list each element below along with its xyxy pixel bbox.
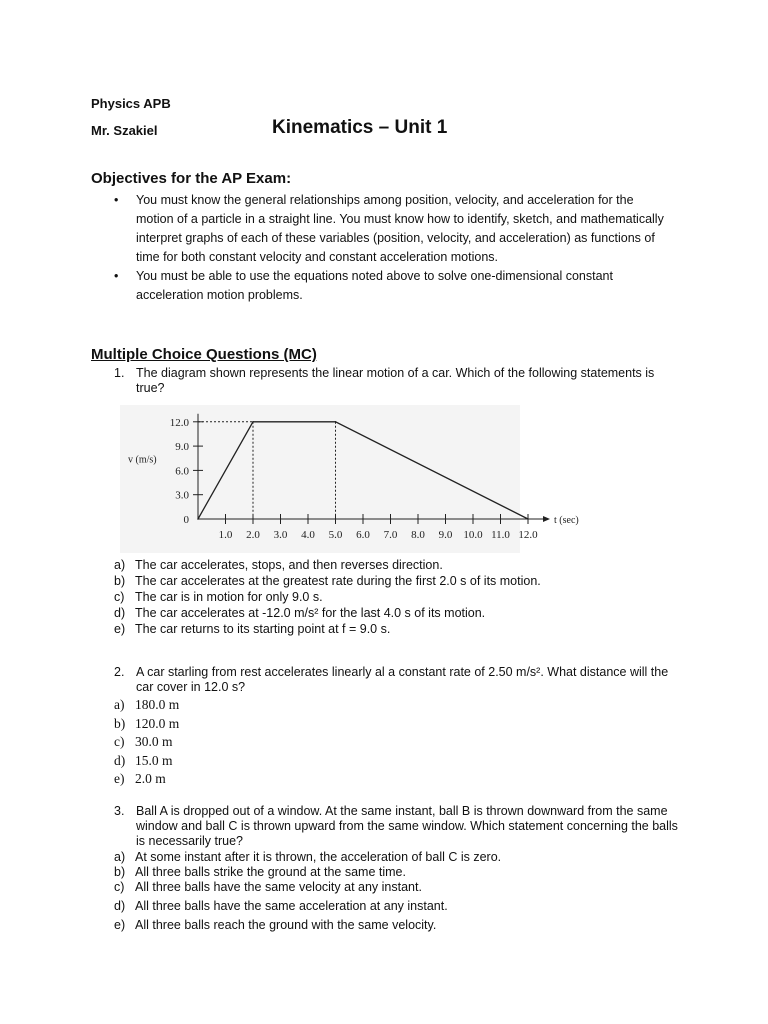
option-c[interactable] xyxy=(114,734,179,753)
option-d[interactable] xyxy=(114,606,541,622)
x-tick-label: 10.0 xyxy=(463,529,483,541)
option-letter: b) xyxy=(114,865,126,879)
velocity-time-chart xyxy=(120,405,579,553)
option-text: 2.0 m xyxy=(135,771,166,786)
option-a[interactable] xyxy=(114,697,179,716)
data-point xyxy=(252,421,254,423)
velocity-time-graph xyxy=(120,405,579,553)
option-text: The car is in motion for only 9.0 s. xyxy=(135,590,323,604)
option-letter: a) xyxy=(114,697,125,712)
x-axis-label: t (sec) xyxy=(554,515,579,526)
x-axis-arrow xyxy=(543,516,550,522)
x-tick-label: 8.0 xyxy=(411,529,425,541)
option-text: 30.0 m xyxy=(135,734,173,749)
question-3 xyxy=(114,804,684,849)
objectives-list xyxy=(114,191,674,305)
option-e[interactable] xyxy=(114,622,541,638)
option-text: 180.0 m xyxy=(135,697,180,712)
x-tick-label: 7.0 xyxy=(383,529,398,541)
x-tick-label: 5.0 xyxy=(328,529,343,541)
option-d[interactable] xyxy=(114,753,179,772)
question-3-options xyxy=(114,850,501,937)
course-name: Physics APB xyxy=(91,96,171,111)
option-letter: b) xyxy=(114,715,126,731)
option-letter: a) xyxy=(114,850,126,864)
option-letter: e) xyxy=(114,771,125,786)
option-letter: d) xyxy=(114,752,126,768)
option-letter: e) xyxy=(114,622,126,636)
option-text: All three balls have the same acceleration at any instant. xyxy=(135,899,448,913)
option-letter: c) xyxy=(114,590,125,604)
option-letter: b) xyxy=(114,574,126,588)
question-text: A car starling from rest accelerates linearly al a constant rate of 2.50 m/s². What distance will the car cover in 12.0 s? xyxy=(136,665,669,694)
question-text: The diagram shown represents the linear motion of a car. Which of the following statements is true? xyxy=(136,366,655,395)
document-title: Kinematics – Unit 1 xyxy=(272,117,448,138)
x-tick-label: 1.0 xyxy=(218,529,233,541)
data-point xyxy=(527,518,529,520)
mc-heading: Multiple Choice Questions (MC) xyxy=(91,346,317,363)
option-letter: a) xyxy=(114,558,126,572)
option-c[interactable] xyxy=(114,880,501,899)
objectives-heading: Objectives for the AP Exam: xyxy=(91,170,292,187)
option-d[interactable] xyxy=(114,899,501,918)
option-text: The car accelerates at the greatest rate during the first 2.0 s of its motion. xyxy=(135,574,541,588)
option-a[interactable] xyxy=(114,850,501,865)
x-tick-label: 2.0 xyxy=(246,529,260,541)
y-axis-label: v (m/s) xyxy=(128,454,157,466)
option-letter: c) xyxy=(114,880,125,894)
teacher-name: Mr. Szakiel xyxy=(91,123,158,138)
option-text: All three balls strike the ground at the same time. xyxy=(135,865,406,879)
option-e[interactable] xyxy=(114,771,179,790)
option-letter: d) xyxy=(114,899,126,913)
question-number: 3. xyxy=(114,804,125,818)
option-b[interactable] xyxy=(114,716,179,735)
objective-item: • You must be able to use the equations noted above to solve one-dimensional constant acceleration motion problems. xyxy=(114,267,674,305)
question-1 xyxy=(114,366,684,396)
question-number: 2. xyxy=(114,665,125,679)
option-b[interactable] xyxy=(114,574,541,590)
y-tick-label: 6.0 xyxy=(175,465,189,478)
x-tick-label: 9.0 xyxy=(438,529,453,541)
objective-item: • You must know the general relationships among position, velocity, and acceleration for the motion of a particle in a straight line. You must know how to identify, sketch, and mathematically interpret graphs of each of these variables (position, velocity, and acceleration) as functions of time for both constant velocity and constant acceleration motions. xyxy=(114,191,674,267)
option-b[interactable] xyxy=(114,865,501,880)
option-letter: c) xyxy=(114,734,125,749)
question-1-options xyxy=(114,558,541,638)
option-text: 120.0 m xyxy=(135,715,180,731)
option-e[interactable] xyxy=(114,918,501,937)
x-tick-label: 12.0 xyxy=(518,529,538,541)
option-c[interactable] xyxy=(114,590,541,606)
option-text: All three balls have the same velocity at any instant. xyxy=(135,880,422,894)
option-letter: d) xyxy=(114,606,126,620)
option-text: At some instant after it is thrown, the acceleration of ball C is zero. xyxy=(135,850,502,864)
option-text: 15.0 m xyxy=(135,752,173,768)
question-2-options xyxy=(114,697,179,790)
question-2 xyxy=(114,665,684,695)
option-text: The car accelerates, stops, and then reverses direction. xyxy=(135,558,443,572)
data-point xyxy=(335,421,337,423)
x-tick-label: 3.0 xyxy=(273,529,288,541)
option-text: The car returns to its starting point at f = 9.0 s. xyxy=(135,622,391,636)
y-tick-label: 3.0 xyxy=(175,489,189,502)
y-tick-label: 9.0 xyxy=(175,441,189,454)
data-point xyxy=(197,518,199,520)
question-text: Ball A is dropped out of a window. At the same instant, ball B is thrown downward from the same window and ball C is thrown upward from the same window. Which statement concerning the balls is necessarily true? xyxy=(136,804,678,848)
velocity-line xyxy=(198,422,528,519)
option-a[interactable] xyxy=(114,558,541,574)
option-letter: e) xyxy=(114,918,126,932)
option-text: The car accelerates at -12.0 m/s² for the last 4.0 s of its motion. xyxy=(135,606,486,620)
y-tick-label: 0 xyxy=(183,514,189,526)
x-tick-label: 11.0 xyxy=(491,529,510,541)
x-tick-label: 4.0 xyxy=(301,529,315,541)
question-number: 1. xyxy=(114,366,125,380)
option-text: All three balls reach the ground with the same velocity. xyxy=(135,918,437,932)
y-tick-label: 12.0 xyxy=(169,416,189,429)
x-tick-label: 6.0 xyxy=(356,529,370,541)
